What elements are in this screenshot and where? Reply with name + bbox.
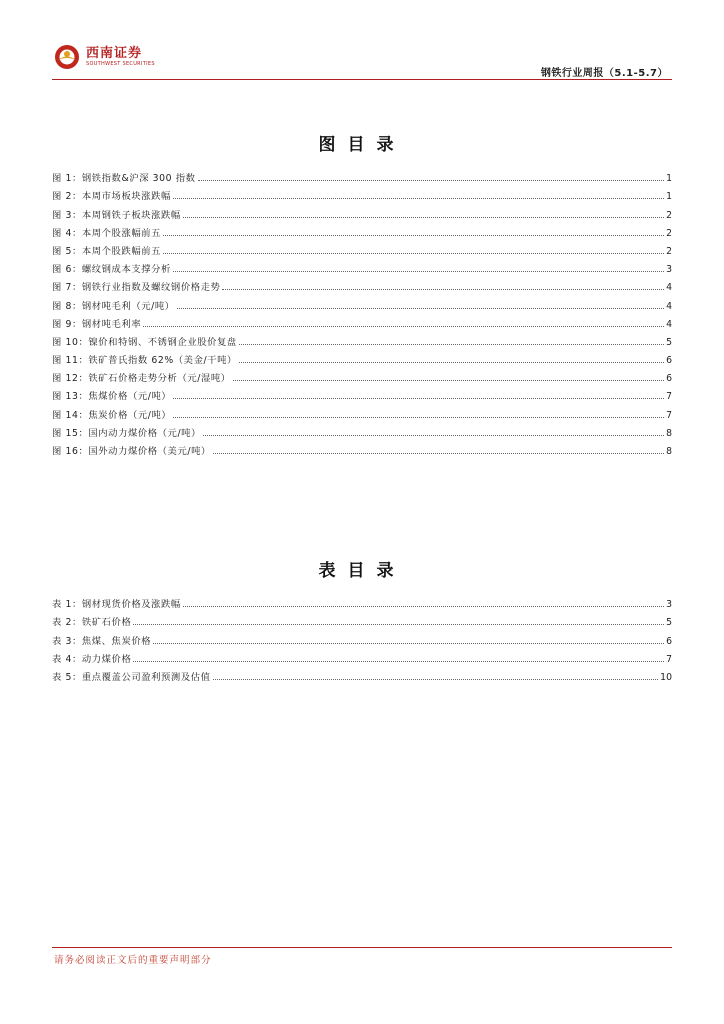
toc-entry-label: 图 6：螺纹钢成本支撑分析 <box>52 264 171 276</box>
toc-entry[interactable] <box>52 366 672 384</box>
toc-entry-page: 4 <box>666 318 672 330</box>
logo-chinese-name: 西南证券 <box>86 46 143 61</box>
toc-entry[interactable] <box>52 647 672 665</box>
toc-leader-dots <box>239 362 664 363</box>
toc-entry[interactable] <box>52 312 672 330</box>
toc-entry-page: 2 <box>666 245 672 257</box>
toc-leader-dots <box>233 380 664 381</box>
toc-entry-page: 4 <box>666 282 672 294</box>
tables-toc-heading: 表目录 <box>318 561 406 581</box>
toc-entry-page: 5 <box>666 617 672 629</box>
toc-entry-page: 10 <box>660 671 672 683</box>
toc-entry-page: 5 <box>666 336 672 348</box>
toc-entry[interactable] <box>52 221 672 239</box>
toc-entry-label: 图 9：钢材吨毛利率 <box>52 318 142 330</box>
toc-entry[interactable] <box>52 257 672 275</box>
toc-entry-page: 1 <box>666 173 672 185</box>
toc-entry-label: 图 14：焦炭价格（元/吨） <box>52 409 172 421</box>
toc-leader-dots <box>177 308 664 309</box>
toc-leader-dots <box>203 435 664 436</box>
toc-entry-label: 表 3：焦煤、焦炭价格 <box>52 635 152 647</box>
toc-leader-dots <box>173 417 664 418</box>
toc-entry-page: 2 <box>666 227 672 239</box>
toc-leader-dots <box>183 217 664 218</box>
toc-leader-dots <box>173 271 664 272</box>
toc-entry[interactable] <box>52 166 672 184</box>
toc-entry-label: 图 7：钢铁行业指数及螺纹钢价格走势 <box>52 282 221 294</box>
toc-leader-dots <box>163 253 664 254</box>
toc-entry[interactable] <box>52 202 672 220</box>
toc-entry-page: 4 <box>666 300 672 312</box>
toc-entry-label: 图 12：铁矿石价格走势分析（元/湿吨） <box>52 373 231 385</box>
toc-entry[interactable] <box>52 610 672 628</box>
toc-entry[interactable] <box>52 402 672 420</box>
toc-entry[interactable] <box>52 330 672 348</box>
toc-entry-page: 3 <box>666 599 672 611</box>
toc-entry[interactable] <box>52 184 672 202</box>
toc-leader-dots <box>183 606 664 607</box>
report-title: 钢铁行业周报（5.1-5.7） <box>540 68 668 79</box>
tables-toc-list <box>52 592 672 683</box>
toc-entry-label: 图 13：焦煤价格（元/吨） <box>52 391 172 403</box>
toc-leader-dots <box>222 289 664 290</box>
toc-entry-page: 6 <box>666 635 672 647</box>
toc-entry-label: 图 16：国外动力煤价格（美元/吨） <box>52 446 211 457</box>
figures-toc-list <box>52 166 672 457</box>
toc-entry-label: 表 5：重点覆盖公司盈利预测及估值 <box>52 671 211 683</box>
header-divider <box>52 79 672 80</box>
toc-entry-label: 图 15：国内动力煤价格（元/吨） <box>52 427 201 439</box>
toc-leader-dots <box>133 624 664 625</box>
figures-toc-heading: 图目录 <box>318 135 406 155</box>
toc-entry[interactable] <box>52 628 672 646</box>
toc-entry-label: 图 3：本周钢铁子板块涨跌幅 <box>52 209 181 221</box>
logo-emblem-icon <box>54 44 80 70</box>
toc-entry-page: 6 <box>666 355 672 367</box>
toc-leader-dots <box>239 344 664 345</box>
toc-leader-dots <box>133 661 664 662</box>
toc-entry-page: 7 <box>666 391 672 403</box>
toc-leader-dots <box>173 398 664 399</box>
toc-entry-page: 8 <box>666 446 672 457</box>
toc-entry[interactable] <box>52 592 672 610</box>
toc-leader-dots <box>153 643 664 644</box>
toc-entry-label: 图 4：本周个股涨幅前五 <box>52 227 162 239</box>
page-header <box>52 40 672 80</box>
toc-entry-label: 图 1：钢铁指数&沪深 300 指数 <box>52 173 196 185</box>
footer-disclaimer: 请务必阅读正文后的重要声明部分 <box>54 955 212 966</box>
toc-entry-page: 8 <box>666 427 672 439</box>
toc-entry-label: 图 5：本周个股跌幅前五 <box>52 245 162 257</box>
toc-leader-dots <box>173 198 664 199</box>
toc-entry-label: 表 1：钢材现货价格及涨跌幅 <box>52 599 181 611</box>
toc-entry-page: 6 <box>666 373 672 385</box>
toc-leader-dots <box>213 453 664 454</box>
toc-entry-label: 图 8：钢材吨毛利（元/吨） <box>52 300 175 312</box>
company-logo <box>54 44 155 70</box>
toc-entry-label: 图 10：镍价和特钢、不锈钢企业股价复盘 <box>52 336 237 348</box>
toc-leader-dots <box>143 326 664 327</box>
toc-entry-label: 表 2：铁矿石价格 <box>52 617 132 629</box>
toc-entry[interactable] <box>52 293 672 311</box>
toc-entry-label: 图 2：本周市场板块涨跌幅 <box>52 191 171 203</box>
toc-entry[interactable] <box>52 384 672 402</box>
toc-entry[interactable] <box>52 348 672 366</box>
toc-leader-dots <box>198 180 665 181</box>
toc-entry[interactable] <box>52 275 672 293</box>
logo-english-name: SOUTHWEST SECURITIES <box>86 61 155 67</box>
toc-entry-page: 7 <box>666 653 672 665</box>
toc-leader-dots <box>163 235 664 236</box>
footer-divider <box>52 947 672 948</box>
toc-entry-label: 图 11：铁矿普氏指数 62%（美金/干吨） <box>52 355 237 367</box>
toc-entry-page: 1 <box>666 191 672 203</box>
toc-entry-page: 7 <box>666 409 672 421</box>
toc-leader-dots <box>213 679 659 680</box>
toc-entry[interactable] <box>52 421 672 439</box>
toc-entry[interactable] <box>52 665 672 683</box>
toc-entry-label: 表 4：动力煤价格 <box>52 653 132 665</box>
toc-entry-page: 3 <box>666 264 672 276</box>
toc-entry-page: 2 <box>666 209 672 221</box>
toc-entry[interactable] <box>52 439 672 457</box>
toc-entry[interactable] <box>52 239 672 257</box>
